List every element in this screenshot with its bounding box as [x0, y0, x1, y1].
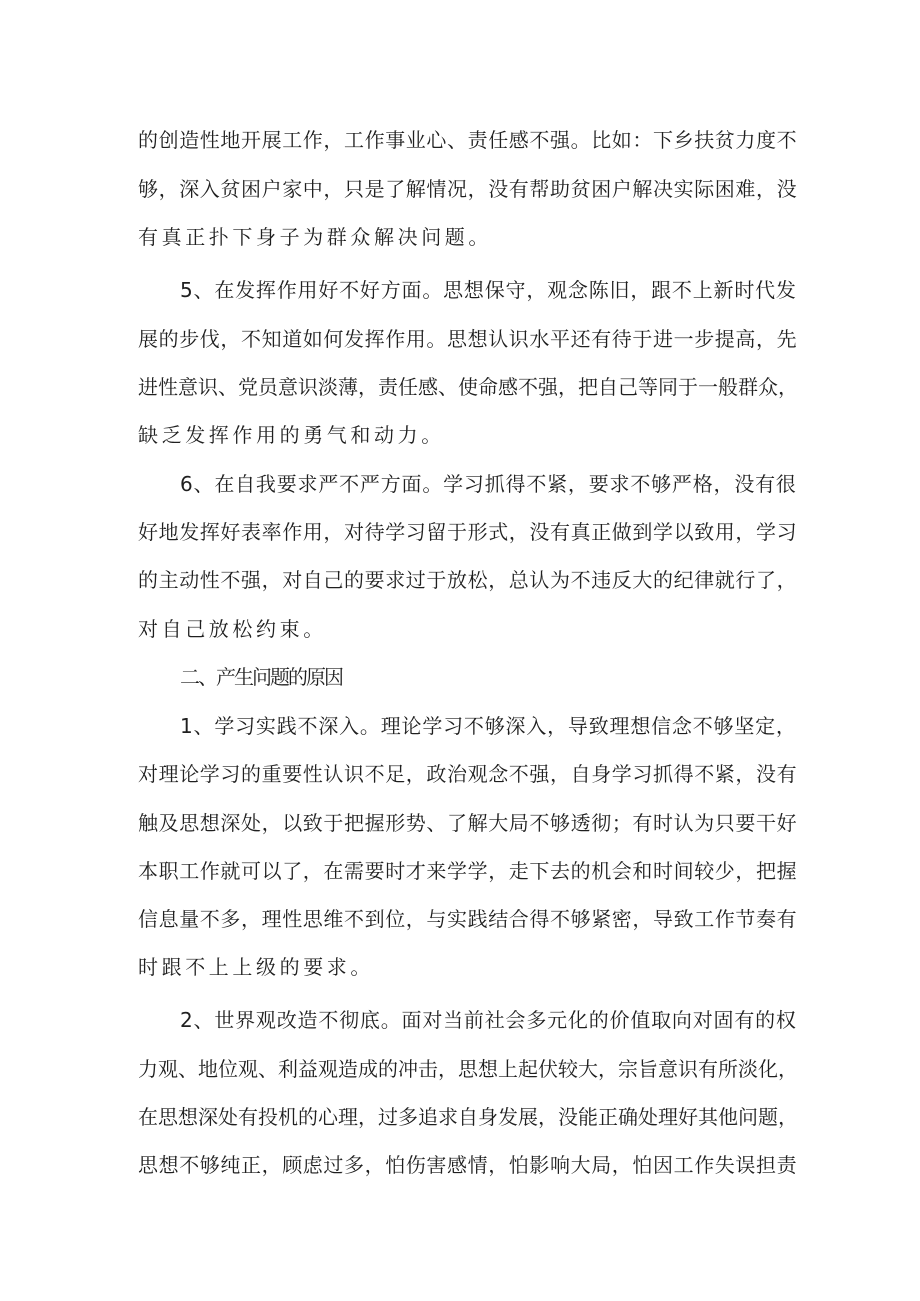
text-line: 时跟不上上级的要求。 [138, 955, 374, 979]
text-line: 对自己放松约束。 [138, 617, 327, 641]
text-line: 信息量不多，理性思维不到位，与实践结合得不够紧密，导致工作节奏有 [138, 907, 798, 931]
text-line: 本职工作就可以了，在需要时才来学学，走下去的机会和时间较少，把握 [138, 859, 798, 883]
paragraph-5-start: 5、在发挥作用好不好方面。思想保守，观念陈旧，跟不上新时代发 [180, 278, 797, 302]
text-line: 的主动性不强，对自己的要求过于放松，总认为不违反大的纪律就行了， [138, 568, 798, 592]
text-line: 的创造性地开展工作，工作事业心、责任感不强。比如：下乡扶贫力度不 [138, 128, 798, 152]
text-line: 力观、地位观、利益观造成的冲击，思想上起伏较大，宗旨意识有所淡化， [138, 1057, 798, 1081]
text-line: 思想不够纯正，顾虑过多，怕伤害感情，怕影响大局，怕因工作失误担责 [138, 1153, 798, 1177]
text-line: 展的步伐，不知道如何发挥作用。思想认识水平还有待于进一步提高，先 [138, 327, 798, 351]
section-heading: 二、产生问题的原因 [180, 665, 342, 689]
paragraph-1-start: 1、学习实践不深入。理论学习不够深入，导致理想信念不够坚定， [180, 714, 797, 738]
text-line: 在思想深处有投机的心理，过多追求自身发展，没能正确处理好其他问题， [138, 1105, 798, 1129]
paragraph-6-start: 6、在自我要求严不严方面。学习抓得不紧，要求不够严格，没有很 [180, 472, 797, 496]
text-line: 触及思想深处，以致于把握形势、了解大局不够透彻；有时认为只要干好 [138, 811, 798, 835]
text-line: 够，深入贫困户家中，只是了解情况，没有帮助贫困户解决实际困难，没 [138, 177, 798, 201]
text-line: 有真正扑下身子为群众解决问题。 [138, 225, 492, 249]
text-line: 进性意识、党员意识淡薄，责任感、使命感不强，把自己等同于一般群众， [138, 375, 798, 399]
text-line: 缺乏发挥作用的勇气和动力。 [138, 423, 445, 447]
text-line: 好地发挥好表率作用，对待学习留于形式，没有真正做到学以致用，学习 [138, 520, 798, 544]
paragraph-2-start: 2、世界观改造不彻底。面对当前社会多元化的价值取向对固有的权 [180, 1008, 797, 1032]
text-line: 对理论学习的重要性认识不足，政治观念不强，自身学习抓得不紧，没有 [138, 762, 798, 786]
